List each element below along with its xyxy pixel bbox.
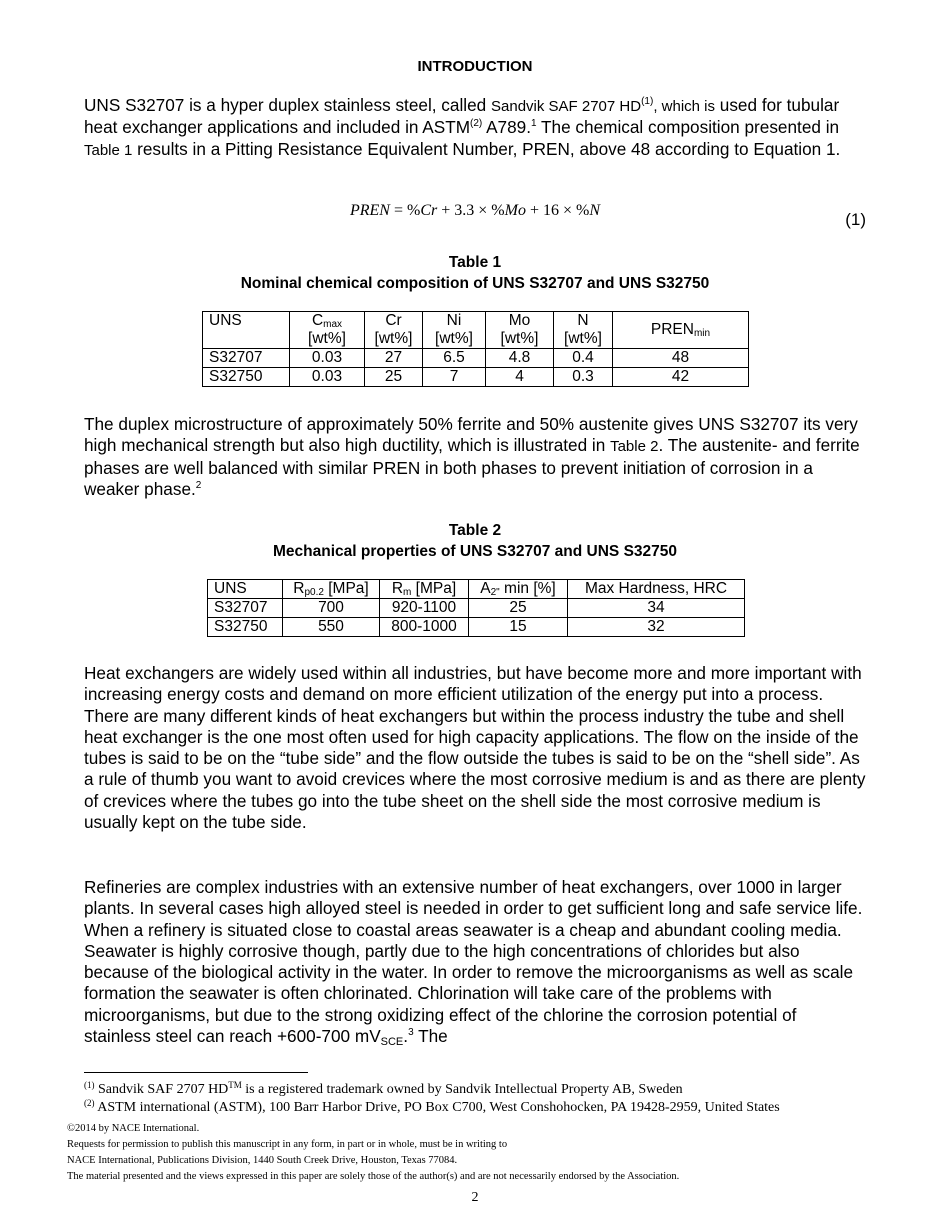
table-cell: 27 [365,349,423,368]
table-cell: 700 [283,599,380,618]
refinery-paragraph: Refineries are complex industries with an extensive number of heat exchangers, over 1000 in larger plants. In several cases high alloyed steel is needed in order to get sufficient long and safe service life. When a refinery is situated close to coastal areas seawater is a cheap and abundant cooling media. Seawater is highly corrosive though, partly due to the high concentrations of chlorides but also because of the biological activity in the water. In order to remove the microorganisms as well as scale formation the seawater is often chlorinated. Chlorination will take care of the problems with microorganisms, but due to the strong oxidizing effect of the chlorine the corrosion potential of stainless steel can reach +600-700 $mV_{SCE}.^3$ The [84,877,863,1049]
footnote-divider [84,1072,308,1073]
table-cell: 4 [486,368,554,387]
col-yield-strength: $R_{p0.2}$ [MPa] [283,580,380,599]
table-cell: 550 [283,618,380,637]
table-cell: 34 [568,599,745,618]
table-cell: 0.4 [554,349,613,368]
table-row [208,618,745,637]
table-cell: 15 [469,618,568,637]
section-heading: INTRODUCTION [417,58,533,75]
table-cell: 25 [469,599,568,618]
intro-paragraph: UNS S32707 is a hyper duplex stainless steel, called Sandvik SAF 2707 HD$^{(1)}$, which is used for tubular heat exchanger applications and included in ASTM$^{(2)}$ A789.$^1$ The chemical composition presented in Table 1 results in a Pitting Resistance Equivalent Number, PREN, above 48 according to Equation 1. [84,95,841,159]
disclaimer-line: The material presented and the views expressed in this paper are solely those of the author(s) and are not necessarily endorsed by the Association. [67,1171,680,1182]
composition-table [202,311,749,387]
col-pren: $PREN_{min}$ [613,312,749,349]
footnote-2: $^{(2)}$ ASTM international (ASTM), 100 Barr Harbor Drive, PO Box C700, West Conshohocken, PA 19428-2959, United States [84,1098,780,1115]
table1-label: Table 1 [448,254,502,271]
col-hardness: Max Hardness, HRC [568,580,745,599]
table-cell: S32750 [203,368,290,387]
footnote-1: $^{(1)}$ Sandvik SAF 2707 HD™ is a registered trademark owned by Sandvik Intellectual Property AB, Sweden [84,1080,683,1097]
table-cell: S32750 [208,618,283,637]
copyright-line: ©2014 by NACE International. [67,1123,200,1134]
col-nickel: Ni [wt%] [423,312,486,349]
table-row [203,349,749,368]
table-cell: 32 [568,618,745,637]
table-cell: 7 [423,368,486,387]
heat-exchanger-paragraph: Heat exchangers are widely used within all industries, but have become more and more important with increasing energy costs and demand on more efficient utilization of the energy put into a process. There are many different kinds of heat exchangers but within the process industry the tube and shell heat exchanger is the one most often used for high capacity applications. The flow on the inside of the tubes is said to be on the “tube side” and the flow outside the tubes is said to be on the “shell side”. As a rule of thumb you want to avoid crevices where the most corrosive medium is and as there are plenty of crevices where the tubes go into the tube sheet on the shell side the most corrosive medium is usually kept on the tube side. [84,663,866,833]
table-cell: 920-1100 [380,599,469,618]
table-cell: 4.8 [486,349,554,368]
table-row [208,599,745,618]
equation-number: (1) [845,210,866,229]
table-cell: S32707 [208,599,283,618]
table2-caption [0,520,950,562]
col-chromium: Cr [wt%] [365,312,423,349]
col-tensile-strength: $R_m$ [MPa] [380,580,469,599]
col-nitrogen: N [wt%] [554,312,613,349]
table-cell: 6.5 [423,349,486,368]
pren-equation: PREN = %Cr + 3.3 × %Mo + 16 × %N [349,202,601,219]
table1-caption [0,252,950,294]
table-header-row [203,312,749,349]
publisher-address-line: NACE International, Publications Division, 1440 South Creek Drive, Houston, Texas 77084. [67,1155,458,1166]
table2-title: Mechanical properties of UNS S32707 and UNS S32750 [272,543,678,560]
table-cell: 0.03 [290,349,365,368]
table-header-row [208,580,745,599]
table-cell: 42 [613,368,749,387]
table-cell: 0.3 [554,368,613,387]
microstructure-paragraph: The duplex microstructure of approximately 50% ferrite and 50% austenite gives UNS S32707 its very high mechanical strength but also high ductility, which is illustrated in Table 2. The austenite- and ferrite phases are well balanced with similar PREN in both phases to prevent initiation of corrosion in a weaker phase.$^2$ [84,414,860,499]
table-cell: 0.03 [290,368,365,387]
table-row [203,368,749,387]
mechanical-table [207,579,745,637]
table-cell: 800-1000 [380,618,469,637]
col-uns: UNS [203,312,290,349]
col-uns: UNS [208,580,283,599]
table-cell: 25 [365,368,423,387]
col-elongation: $A_{2"}$ min [%] [469,580,568,599]
permission-line: Requests for permission to publish this manuscript in any form, in part or in whole, must be in writing to [67,1139,508,1150]
col-carbon: $C_{max}$ [wt%] [290,312,365,349]
page-number: 2 [471,1190,479,1205]
table-cell: 48 [613,349,749,368]
table2-label: Table 2 [448,522,502,539]
table-cell: S32707 [203,349,290,368]
table1-title: Nominal chemical composition of UNS S32707 and UNS S32750 [240,275,710,292]
col-molybdenum: Mo [wt%] [486,312,554,349]
